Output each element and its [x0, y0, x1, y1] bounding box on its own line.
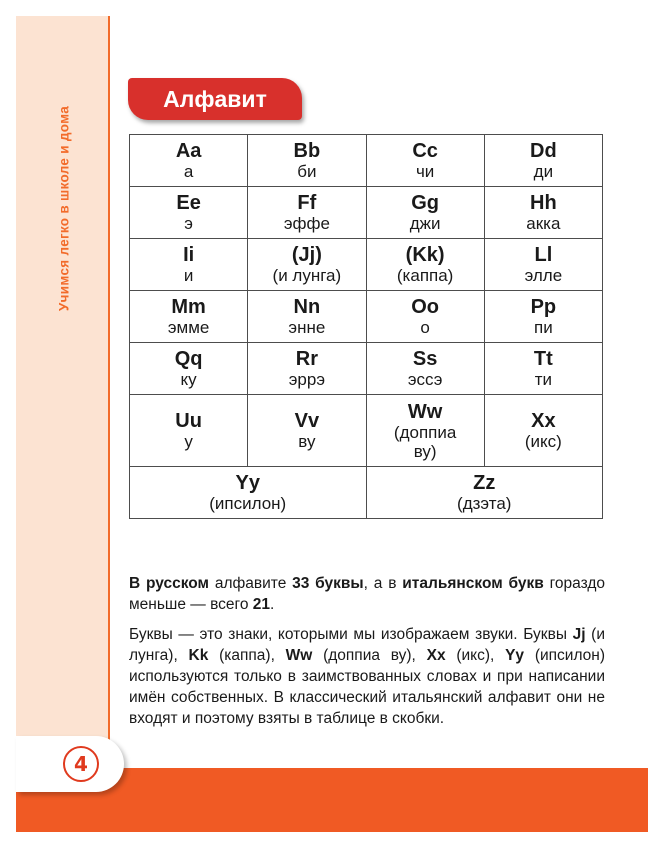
letter: Ii: [183, 244, 195, 266]
text-run: (икс),: [445, 647, 506, 664]
pronunciation: пи: [534, 318, 553, 337]
letter: Ff: [297, 192, 317, 214]
text-bold: Ww: [285, 647, 313, 664]
letter: Nn: [293, 296, 321, 318]
table-row: [130, 187, 603, 239]
letter-cell: [484, 343, 602, 395]
letter-cell: [130, 343, 248, 395]
letter-cell: [248, 135, 366, 187]
table-row: [130, 343, 603, 395]
pronunciation: джи: [409, 214, 441, 233]
pronunciation: и: [183, 266, 194, 285]
intro-paragraph: [129, 573, 605, 615]
pronunciation: а: [183, 162, 194, 181]
pronunciation: ву: [298, 432, 316, 451]
letter-cell: [248, 343, 366, 395]
letter: (Jj): [291, 244, 322, 266]
pronunciation: элле: [524, 266, 563, 285]
letter-cell: [484, 239, 602, 291]
letter: Zz: [473, 472, 496, 494]
page-number: 4: [63, 746, 99, 782]
text-bold: В русском: [129, 575, 210, 592]
text-run: гораздо меньше — всего: [129, 575, 605, 613]
pronunciation: (ипсилон): [209, 494, 287, 513]
letter-cell: [484, 291, 602, 343]
letter: (Kk): [405, 244, 445, 266]
pronunciation: энне: [288, 318, 326, 337]
letter: Oo: [411, 296, 440, 318]
text-bold: Yy: [505, 647, 525, 664]
pronunciation: эмме: [167, 318, 210, 337]
text-bold: Xx: [426, 647, 446, 664]
letter-cell: [484, 135, 602, 187]
sidebar-divider: [108, 16, 110, 766]
letter: Uu: [175, 410, 202, 432]
letter-cell: [130, 467, 367, 519]
letter-cell: [366, 187, 484, 239]
letter: Qq: [174, 348, 203, 370]
letter: Ww: [407, 400, 443, 423]
letter-cell: [248, 291, 366, 343]
pronunciation: эффе: [283, 214, 330, 233]
table-row: [130, 239, 603, 291]
text-run: (ипсилон) используются только в заимствованных словах и при написании имён собственных. В классический итальянский алфавит они не входят и поэтому взяты в таблице в скобки.: [129, 647, 605, 727]
letter: Vv: [294, 410, 320, 432]
pronunciation: ди: [533, 162, 554, 181]
text-bold: итальянском букв: [402, 575, 544, 592]
text-run: , а в: [363, 575, 403, 592]
text-run: (доппиа ву),: [312, 647, 427, 664]
letter-cell: [484, 187, 602, 239]
letter: Tt: [533, 348, 553, 370]
letter-cell: [366, 291, 484, 343]
table-row: [130, 291, 603, 343]
letter-cell: [366, 395, 484, 467]
text-bold: 33 буквы: [292, 575, 364, 592]
table-row: [130, 395, 603, 467]
text-run: Буквы — это знаки, которыми мы изображаем звуки. Буквы: [129, 626, 573, 643]
pronunciation: э: [184, 214, 193, 233]
pronunciation: ти: [534, 370, 553, 389]
letter-cell: [130, 135, 248, 187]
text-bold: Kk: [188, 647, 209, 664]
text-run: (и лунга),: [129, 626, 605, 664]
letter: Cc: [412, 140, 438, 162]
letter: Yy: [235, 472, 260, 494]
letter: Aa: [175, 140, 202, 162]
pronunciation: (каппа): [396, 266, 454, 285]
text-run: алфавите: [209, 575, 293, 592]
letter-cell: [366, 467, 603, 519]
letter: Xx: [531, 410, 556, 432]
pronunciation: (и лунга): [272, 266, 342, 285]
letter-cell: [248, 239, 366, 291]
letter: Mm: [171, 296, 206, 318]
explanation-paragraph: [129, 624, 605, 729]
letter-cell: [366, 343, 484, 395]
table-row: [130, 135, 603, 187]
letter-cell: [366, 239, 484, 291]
pronunciation: эррэ: [288, 370, 325, 389]
letter-cell: [248, 187, 366, 239]
section-heading: Алфавит: [128, 78, 302, 120]
text-bold: Jj: [572, 626, 586, 643]
letter-cell: [130, 187, 248, 239]
running-title-text: Учимся легко в школе и дома: [56, 105, 72, 312]
letter: Gg: [411, 192, 440, 214]
pronunciation: (дзэта): [457, 494, 512, 513]
letter: Ee: [176, 192, 201, 214]
pronunciation: ку: [180, 370, 197, 389]
letter-cell: [130, 395, 248, 467]
letter: Dd: [530, 140, 557, 162]
letter-cell: [248, 395, 366, 467]
letter: Pp: [530, 296, 557, 318]
letter-cell: [130, 239, 248, 291]
pronunciation: эссэ: [407, 370, 443, 389]
letter: Rr: [295, 348, 318, 370]
pronunciation: у: [184, 432, 193, 451]
pronunciation: (икс): [524, 432, 562, 451]
letter-cell: [130, 291, 248, 343]
letter-cell: [366, 135, 484, 187]
table-row: [130, 467, 603, 519]
pronunciation: би: [297, 162, 317, 181]
alphabet-table: [129, 134, 603, 519]
text-run: .: [270, 596, 275, 613]
letter: Bb: [293, 140, 321, 162]
text-bold: 21: [252, 596, 271, 613]
pronunciation: о: [420, 318, 430, 337]
letter-cell: [484, 395, 602, 467]
letter: Ss: [412, 348, 438, 370]
text-run: (каппа),: [208, 647, 286, 664]
pronunciation: (доппиа ву): [393, 422, 457, 461]
letter: Ll: [534, 244, 553, 266]
pronunciation: чи: [415, 162, 435, 181]
letter: Hh: [530, 192, 557, 214]
pronunciation: акка: [526, 214, 561, 233]
